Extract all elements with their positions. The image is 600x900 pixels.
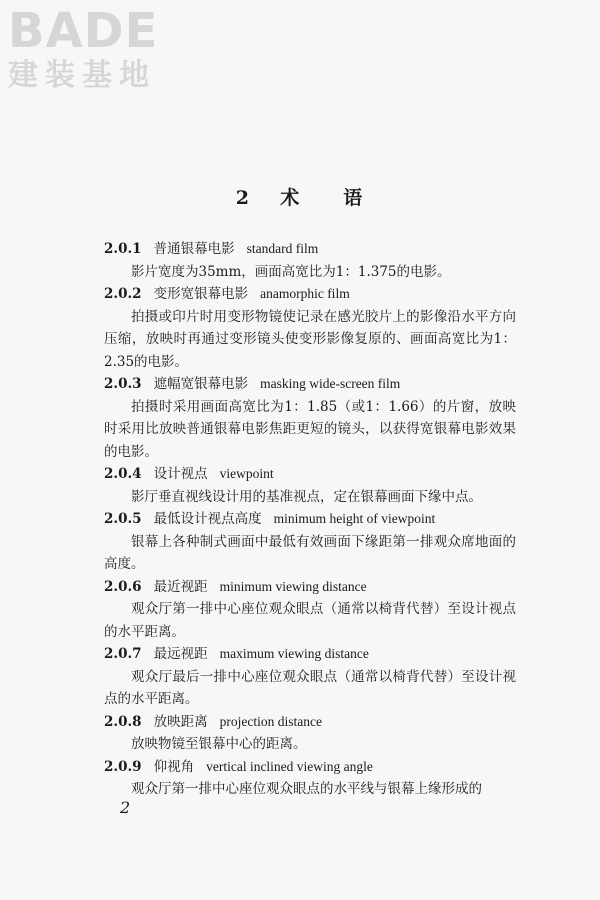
term-english: viewpoint [219, 466, 274, 481]
chapter-title-part1: 术 [280, 187, 302, 209]
term-number: 2.0.1 [104, 241, 142, 257]
term-entry [104, 643, 516, 711]
watermark-brand: BADE [8, 3, 159, 59]
term-english: minimum viewing distance [219, 578, 367, 594]
term-entry [104, 711, 516, 756]
watermark-subtitle: 建装基地 [8, 58, 156, 93]
term-chinese: 普通银幕电影 [153, 241, 235, 257]
term-definition: 银幕上各种制式画面中最低有效画面下缘距第一排观众席地面的高度。 [104, 533, 516, 572]
term-number: 2.0.4 [104, 466, 142, 482]
term-english: vertical inclined viewing angle [206, 758, 373, 774]
term-heading [104, 576, 516, 599]
term-entry [104, 283, 516, 373]
term-english: minimum height of viewpoint [273, 511, 436, 526]
term-english: maximum viewing distance [219, 646, 369, 661]
term-number: 2.0.8 [104, 713, 142, 730]
term-heading [104, 463, 516, 486]
term-english: standard film [246, 241, 319, 256]
term-definition: 放映物镜至银幕中心的距离。 [131, 736, 307, 752]
term-number: 2.0.5 [104, 511, 142, 527]
page-number: 2 [120, 798, 131, 817]
term-entry [104, 463, 516, 508]
term-definition: 观众厅最后一排中心座位观众眼点（通常以椅背代替）至设计视点的水平距离。 [104, 668, 516, 707]
term-english: masking wide-screen film [260, 376, 401, 391]
term-definition: 影片宽度为35mm，画面高宽比为1：1.375的电影。 [131, 263, 451, 280]
term-definition: 观众厅第一排中心座位观众眼点的水平线与银幕上缘形成的 [131, 781, 482, 797]
term-number: 2.0.3 [104, 376, 142, 392]
term-entry [104, 576, 516, 644]
term-definition: 观众厅第一排中心座位观众眼点（通常以椅背代替）至设计视点的水平距离。 [104, 601, 516, 640]
term-entry [104, 373, 516, 463]
terms-list [104, 238, 516, 801]
term-entry [104, 238, 516, 283]
term-chinese: 仰视角 [153, 758, 195, 775]
term-heading [104, 373, 516, 396]
term-definition: 拍摄时采用画面高宽比为1：1.85（或1：1.66）的片窗，放映时采用比放映普通银幕电影焦距更短的镜头，以获得宽银幕电影效果的电影。 [104, 398, 516, 460]
chapter-title-part2: 语 [343, 187, 365, 209]
term-chinese: 最低设计视点高度 [153, 511, 262, 527]
term-chinese: 遮幅宽银幕电影 [153, 376, 249, 392]
term-english: anamorphic film [260, 286, 350, 301]
chapter-title [0, 183, 600, 210]
term-english: projection distance [219, 713, 322, 729]
term-entry [104, 508, 516, 576]
term-number: 2.0.7 [104, 646, 142, 662]
term-heading [104, 238, 516, 261]
term-heading [104, 711, 516, 734]
term-heading [104, 508, 516, 531]
term-chinese: 变形宽银幕电影 [153, 286, 249, 302]
chapter-number: 2 [235, 187, 251, 209]
term-heading [104, 643, 516, 666]
term-definition: 拍摄或印片时用变形物镜使记录在感光胶片上的影像沿水平方向压缩，放映时再通过变形镜头使变形影像复原的、画面高宽比为1：2.35的电影。 [104, 308, 516, 370]
term-number: 2.0.9 [104, 758, 142, 775]
term-number: 2.0.6 [104, 578, 142, 595]
term-number: 2.0.2 [104, 286, 142, 302]
term-chinese: 设计视点 [153, 466, 208, 482]
term-heading [104, 756, 516, 779]
term-chinese: 放映距离 [153, 713, 208, 730]
watermark-logo [8, 3, 178, 94]
term-heading [104, 283, 516, 306]
term-definition: 影厅垂直视线设计用的基准视点，定在银幕画面下缘中点。 [131, 488, 482, 505]
term-entry [104, 756, 516, 801]
term-chinese: 最远视距 [153, 646, 208, 662]
term-chinese: 最近视距 [153, 578, 208, 595]
